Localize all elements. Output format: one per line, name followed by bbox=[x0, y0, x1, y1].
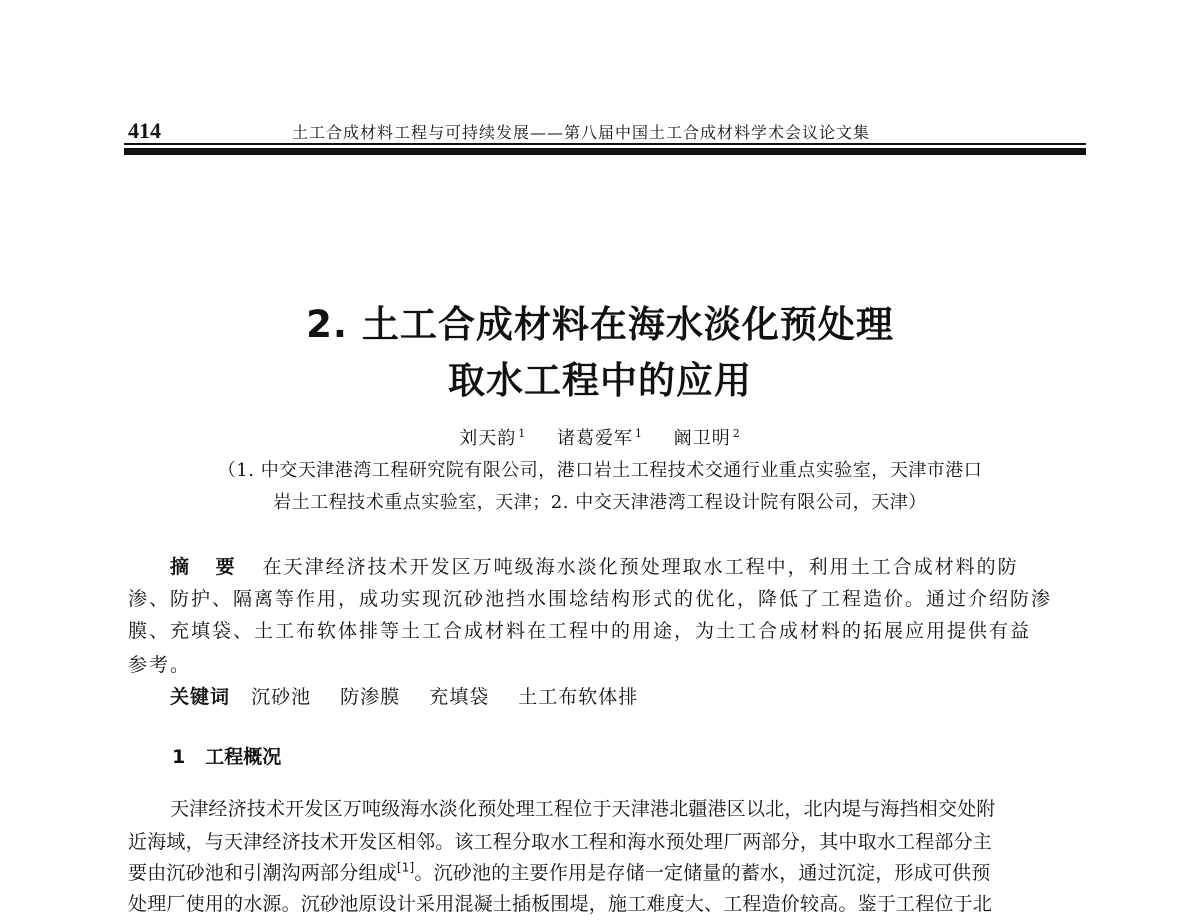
affiliation-line-1: （1. 中交天津港湾工程研究院有限公司，港口岩土工程技术交通行业重点实验室，天津市港口 bbox=[217, 460, 983, 481]
keywords-label: 关键词 bbox=[170, 686, 231, 708]
paper-title-line-1: 2. 土工合成材料在海水淡化预处理 bbox=[306, 303, 894, 346]
body-line-3-start: 要由沉砂池和引潮沟两部分组成 bbox=[128, 862, 397, 884]
body-line-4: 处理厂使用的水源。沉砂池原设计采用混凝土插板围堤，施工难度大、工程造价较高。鉴于工程位于北 bbox=[128, 893, 993, 915]
body-line-3 bbox=[128, 858, 990, 885]
author-3-name: 阚卫明 bbox=[673, 428, 731, 449]
keyword-item: 充填袋 bbox=[429, 686, 490, 708]
author-1-affil: 1 bbox=[518, 427, 527, 440]
abstract-line-1 bbox=[170, 552, 1086, 579]
header-rule-thin bbox=[124, 143, 1086, 145]
page-number: 414 bbox=[128, 118, 161, 143]
running-head: 土工合成材料工程与可持续发展——第八届中国土工合成材料学术会议论文集 bbox=[292, 123, 871, 142]
section-heading bbox=[172, 742, 281, 769]
author-2-affil: 1 bbox=[635, 427, 643, 440]
keyword-item: 土工布软体排 bbox=[518, 686, 639, 708]
abstract-text-1: 在天津经济技术开发区万吨级海水淡化预处理取水工程中，利用土工合成材料的防 bbox=[262, 556, 1019, 578]
author-1 bbox=[459, 428, 526, 449]
body-line-2: 近海域，与天津经济技术开发区相邻。该工程分取水工程和海水预处理厂两部分，其中取水工程部分主 bbox=[128, 831, 993, 853]
body-line-3-end: 。沉砂池的主要作用是存储一定储量的蓄水，通过沉淀，形成可供预 bbox=[414, 862, 991, 884]
body-line-1: 天津经济技术开发区万吨级海水淡化预处理工程位于天津港北疆港区以北，北内堤与海挡相交处附 bbox=[170, 798, 996, 820]
citation-ref[interactable]: [1] bbox=[396, 860, 415, 875]
author-2 bbox=[557, 428, 643, 449]
header-rule-thick bbox=[124, 148, 1086, 155]
abstract-line-3: 膜、充填袋、土工布软体排等土工合成材料在工程中的用途，为土工合成材料的拓展应用提供有益 bbox=[128, 620, 1032, 642]
keywords bbox=[170, 682, 660, 709]
abstract-line-2: 渗、防护、隔离等作用，成功实现沉砂池挡水围埝结构形式的优化，降低了工程造价。通过介绍防渗 bbox=[128, 588, 1053, 610]
author-list bbox=[0, 424, 1200, 450]
keyword-item: 沉砂池 bbox=[251, 686, 312, 708]
author-3-affil: 2 bbox=[732, 427, 741, 440]
section-number: 1 bbox=[172, 746, 186, 768]
section-title: 工程概况 bbox=[205, 746, 282, 768]
abstract-label: 摘 要 bbox=[170, 556, 245, 578]
author-3 bbox=[674, 428, 741, 449]
affiliation-line-2: 岩土工程技术重点实验室，天津；2. 中交天津港湾工程设计院有限公司，天津） bbox=[273, 492, 927, 513]
author-1-name: 刘天韵 bbox=[459, 428, 517, 449]
abstract-line-4: 参考。 bbox=[128, 654, 192, 676]
author-2-name: 诸葛爱军 bbox=[557, 428, 633, 449]
paper-title-line-2: 取水工程中的应用 bbox=[448, 359, 752, 402]
keyword-item: 防渗膜 bbox=[340, 686, 401, 708]
